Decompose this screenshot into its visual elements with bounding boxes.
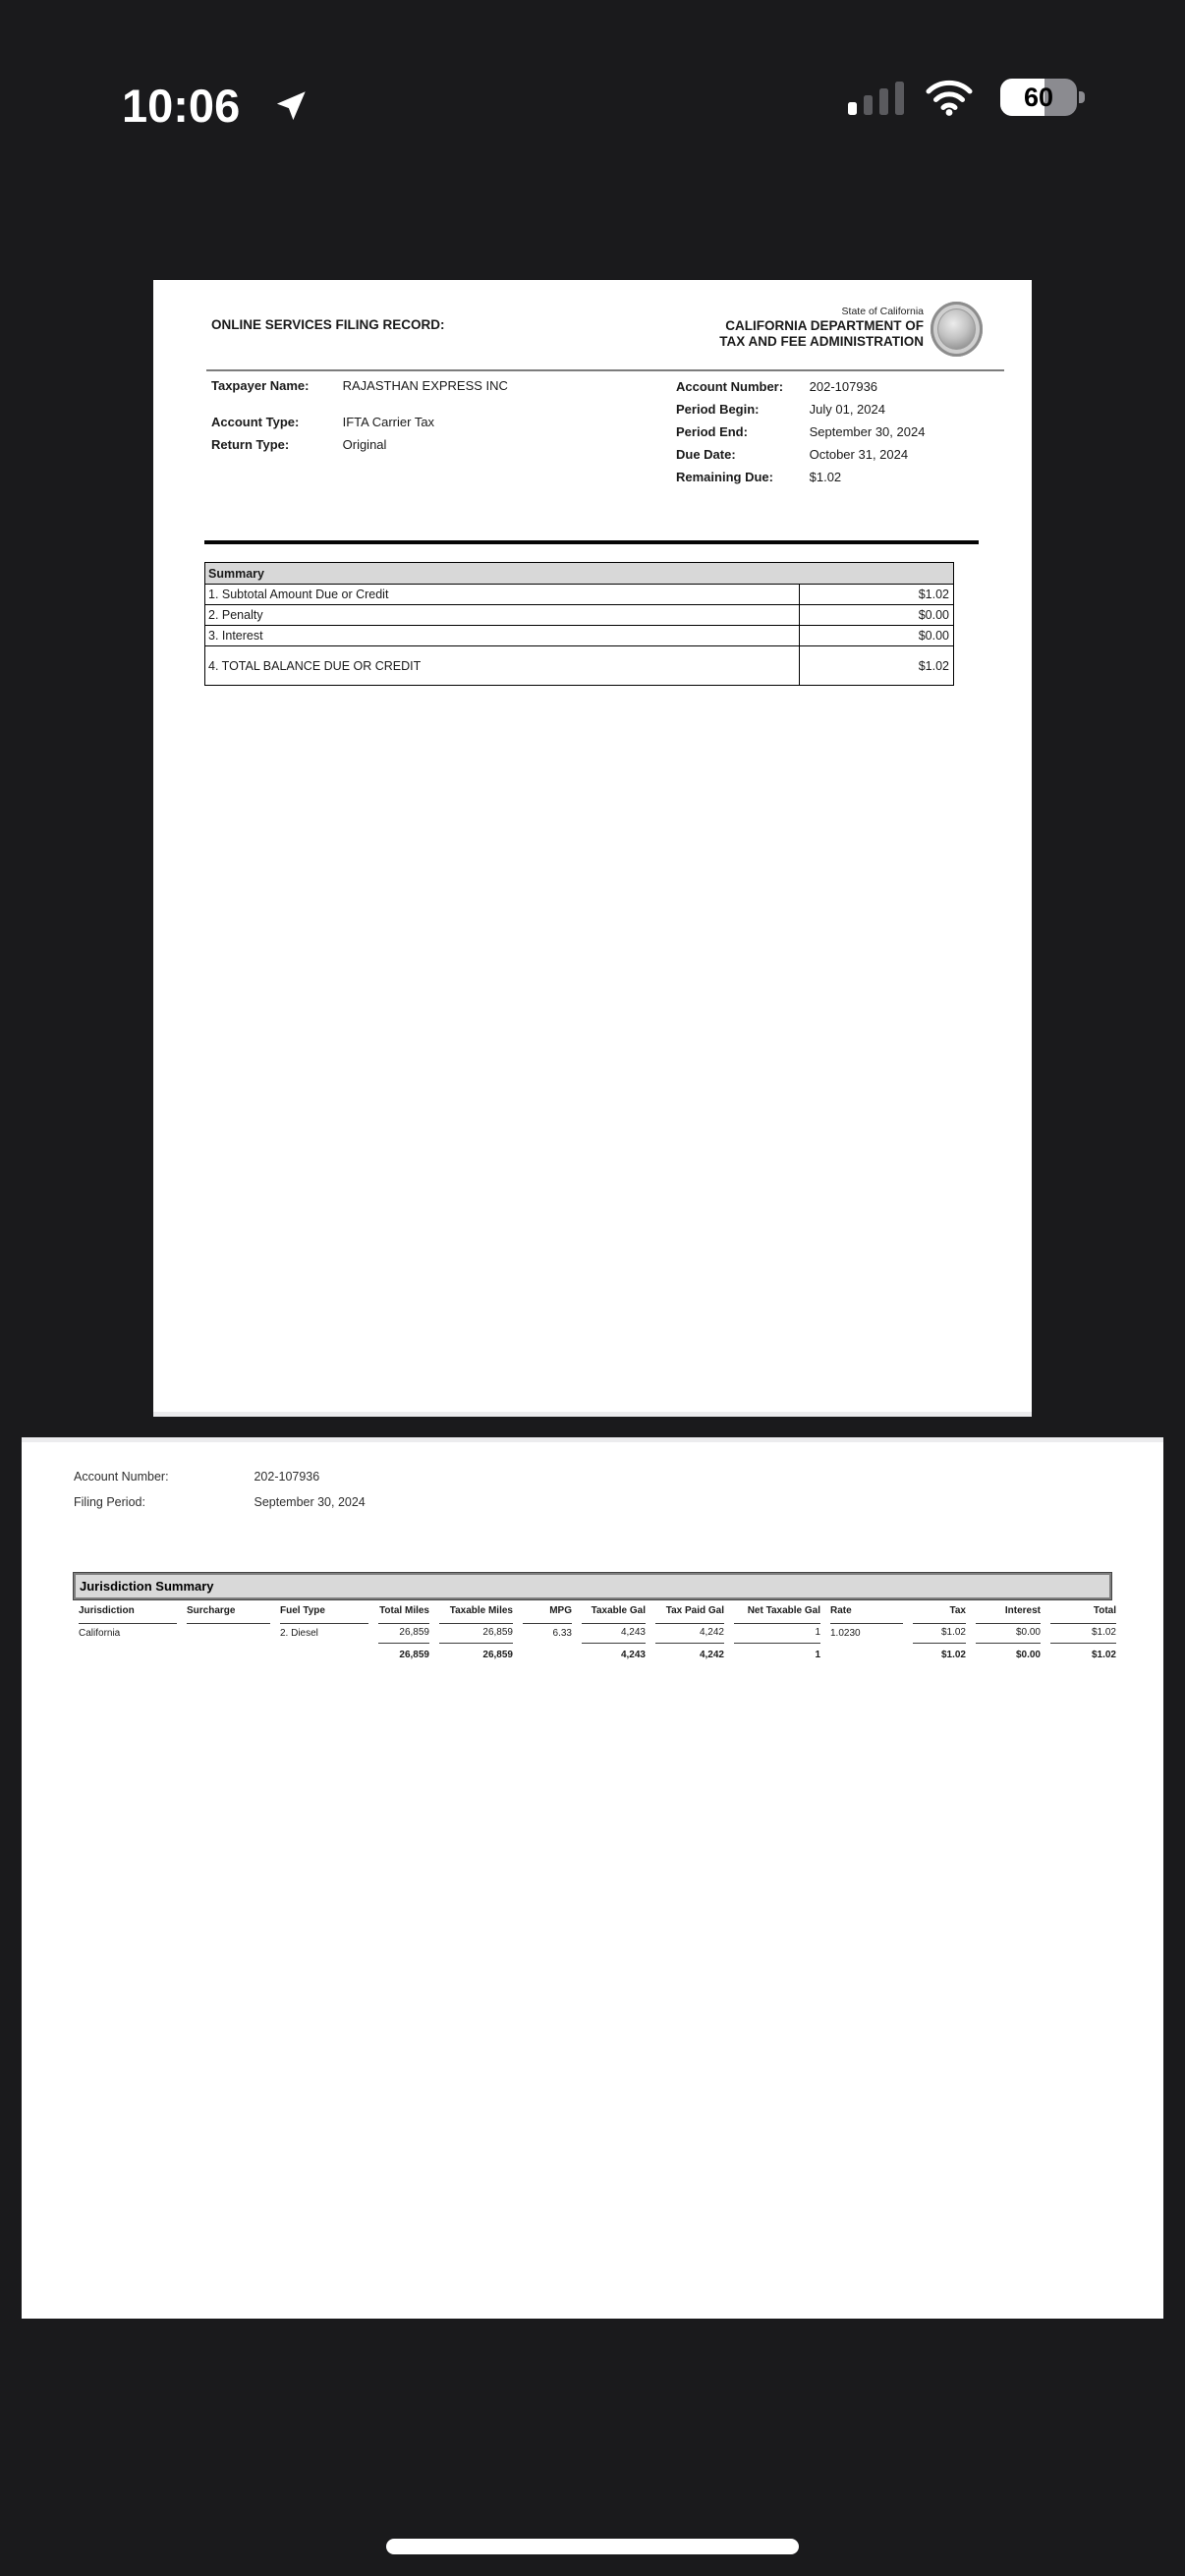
col-taxable-miles: Taxable Miles bbox=[439, 1602, 513, 1624]
return-type-row bbox=[211, 437, 386, 452]
cellular-signal-icon bbox=[848, 82, 909, 115]
col-tax-paid-gal: Tax Paid Gal bbox=[655, 1602, 724, 1624]
cell-taxable-gal: 4,243 bbox=[582, 1624, 646, 1644]
total-taxable-miles: 26,859 bbox=[482, 1650, 513, 1660]
total-fuel-type bbox=[280, 1644, 368, 1665]
taxpayer-name-value: RAJASTHAN EXPRESS INC bbox=[342, 378, 508, 393]
cell-total-miles: 26,859 bbox=[378, 1624, 429, 1644]
taxpayer-name-label: Taxpayer Name: bbox=[211, 378, 310, 393]
summary-row-2-label: 2. Penalty bbox=[205, 605, 800, 626]
cell-net-taxable-gal: 1 bbox=[734, 1624, 820, 1644]
summary-row-1-label: 1. Subtotal Amount Due or Credit bbox=[205, 585, 800, 605]
col-rate: Rate bbox=[830, 1602, 903, 1624]
battery-cap bbox=[1079, 91, 1085, 103]
account-number-value: 202-107936 bbox=[809, 379, 878, 394]
location-arrow-icon bbox=[273, 88, 309, 124]
home-indicator[interactable] bbox=[386, 2539, 799, 2554]
table-row bbox=[205, 585, 954, 605]
jurisdiction-data-row bbox=[79, 1624, 1116, 1644]
table-row bbox=[205, 626, 954, 646]
table-row bbox=[205, 646, 954, 686]
total-interest: $0.00 bbox=[1015, 1650, 1041, 1660]
remaining-due-label: Remaining Due: bbox=[676, 470, 773, 484]
cell-mpg: 6.33 bbox=[552, 1627, 572, 1639]
account-number-label: Account Number: bbox=[74, 1470, 169, 1484]
return-type-label: Return Type: bbox=[211, 437, 290, 452]
account-type-row bbox=[211, 415, 434, 429]
california-state-seal-icon bbox=[931, 302, 983, 357]
summary-row-4-value: $1.02 bbox=[800, 646, 954, 686]
table-row bbox=[205, 605, 954, 626]
col-mpg: MPG bbox=[523, 1602, 572, 1624]
cell-jurisdiction: California bbox=[79, 1627, 121, 1639]
summary-table bbox=[204, 562, 954, 686]
total-taxable-gal: 4,243 bbox=[620, 1650, 646, 1660]
summary-row-4-label: 4. TOTAL BALANCE DUE OR CREDIT bbox=[205, 646, 800, 686]
cell-surcharge bbox=[187, 1624, 270, 1644]
due-date-value: October 31, 2024 bbox=[809, 447, 909, 462]
jurisdiction-totals-row bbox=[79, 1644, 1116, 1665]
jurisdiction-header-row bbox=[79, 1602, 1116, 1624]
filing-period-label: Filing Period: bbox=[74, 1495, 145, 1509]
filing-period-value: September 30, 2024 bbox=[254, 1495, 366, 1509]
col-fuel-type: Fuel Type bbox=[280, 1602, 368, 1624]
remaining-due-row bbox=[676, 470, 841, 484]
due-date-row bbox=[676, 447, 908, 462]
total-jurisdiction bbox=[79, 1644, 177, 1665]
filing-period-row bbox=[74, 1495, 366, 1509]
section-divider-thick bbox=[204, 540, 979, 544]
period-begin-value: July 01, 2024 bbox=[809, 402, 885, 417]
cell-tax-paid-gal: 4,242 bbox=[655, 1624, 724, 1644]
period-begin-label: Period Begin: bbox=[676, 402, 760, 417]
agency-name-line1: CALIFORNIA DEPARTMENT OF bbox=[725, 317, 924, 333]
return-type-value: Original bbox=[342, 437, 387, 452]
col-taxable-gal: Taxable Gal bbox=[582, 1602, 646, 1624]
clock: 10:06 bbox=[122, 80, 241, 132]
summary-table-header bbox=[205, 563, 954, 585]
total-net-taxable-gal: 1 bbox=[815, 1650, 820, 1660]
total-mpg bbox=[523, 1644, 572, 1665]
col-interest: Interest bbox=[976, 1602, 1041, 1624]
period-end-row bbox=[676, 424, 925, 439]
account-number-value: 202-107936 bbox=[254, 1470, 320, 1484]
battery-icon bbox=[1000, 79, 1085, 116]
due-date-label: Due Date: bbox=[676, 447, 736, 462]
header-divider bbox=[206, 369, 1004, 371]
total-tax: $1.02 bbox=[940, 1650, 966, 1660]
summary-row-1-value: $1.02 bbox=[800, 585, 954, 605]
agency-name-line2: TAX AND FEE ADMINISTRATION bbox=[719, 334, 924, 350]
agency-header bbox=[719, 306, 924, 351]
state-of-california-label: State of California bbox=[841, 306, 924, 317]
taxpayer-name-row bbox=[211, 378, 508, 393]
total-tax-paid-gal: 4,242 bbox=[699, 1650, 724, 1660]
page-title: ONLINE SERVICES FILING RECORD: bbox=[211, 317, 445, 332]
pdf-page-2[interactable] bbox=[22, 1437, 1163, 2319]
cell-interest: $0.00 bbox=[976, 1624, 1041, 1644]
summary-row-2-value: $0.00 bbox=[800, 605, 954, 626]
col-surcharge: Surcharge bbox=[187, 1602, 270, 1624]
summary-title: Summary bbox=[205, 563, 954, 585]
account-number-label: Account Number: bbox=[676, 379, 784, 394]
col-net-taxable-gal: Net Taxable Gal bbox=[734, 1602, 820, 1624]
account-number-row bbox=[676, 379, 877, 394]
pdf-page-1[interactable] bbox=[153, 280, 1032, 1417]
period-end-value: September 30, 2024 bbox=[809, 424, 926, 439]
remaining-due-value: $1.02 bbox=[809, 470, 842, 484]
account-type-value: IFTA Carrier Tax bbox=[342, 415, 435, 429]
period-end-label: Period End: bbox=[676, 424, 748, 439]
total-surcharge bbox=[187, 1644, 270, 1665]
cell-taxable-miles: 26,859 bbox=[439, 1624, 513, 1644]
cell-total: $1.02 bbox=[1050, 1624, 1116, 1644]
total-rate bbox=[830, 1644, 903, 1665]
jurisdiction-table bbox=[69, 1602, 1126, 1665]
period-begin-row bbox=[676, 402, 885, 417]
col-total-miles: Total Miles bbox=[378, 1602, 429, 1624]
cell-fuel-type: 2. Diesel bbox=[280, 1627, 318, 1639]
account-type-label: Account Type: bbox=[211, 415, 300, 429]
col-total: Total bbox=[1050, 1602, 1116, 1624]
col-tax: Tax bbox=[913, 1602, 966, 1624]
jurisdiction-summary-title: Jurisdiction Summary bbox=[74, 1573, 1111, 1599]
account-number-row bbox=[74, 1470, 319, 1484]
summary-row-3-label: 3. Interest bbox=[205, 626, 800, 646]
cell-rate: 1.0230 bbox=[830, 1627, 861, 1639]
wifi-icon bbox=[925, 80, 974, 116]
cell-tax: $1.02 bbox=[913, 1624, 966, 1644]
total-total: $1.02 bbox=[1091, 1650, 1116, 1660]
battery-percent-label: 60 bbox=[1023, 82, 1054, 112]
total-total-miles: 26,859 bbox=[399, 1650, 429, 1660]
summary-row-3-value: $0.00 bbox=[800, 626, 954, 646]
col-jurisdiction: Jurisdiction bbox=[79, 1602, 177, 1624]
